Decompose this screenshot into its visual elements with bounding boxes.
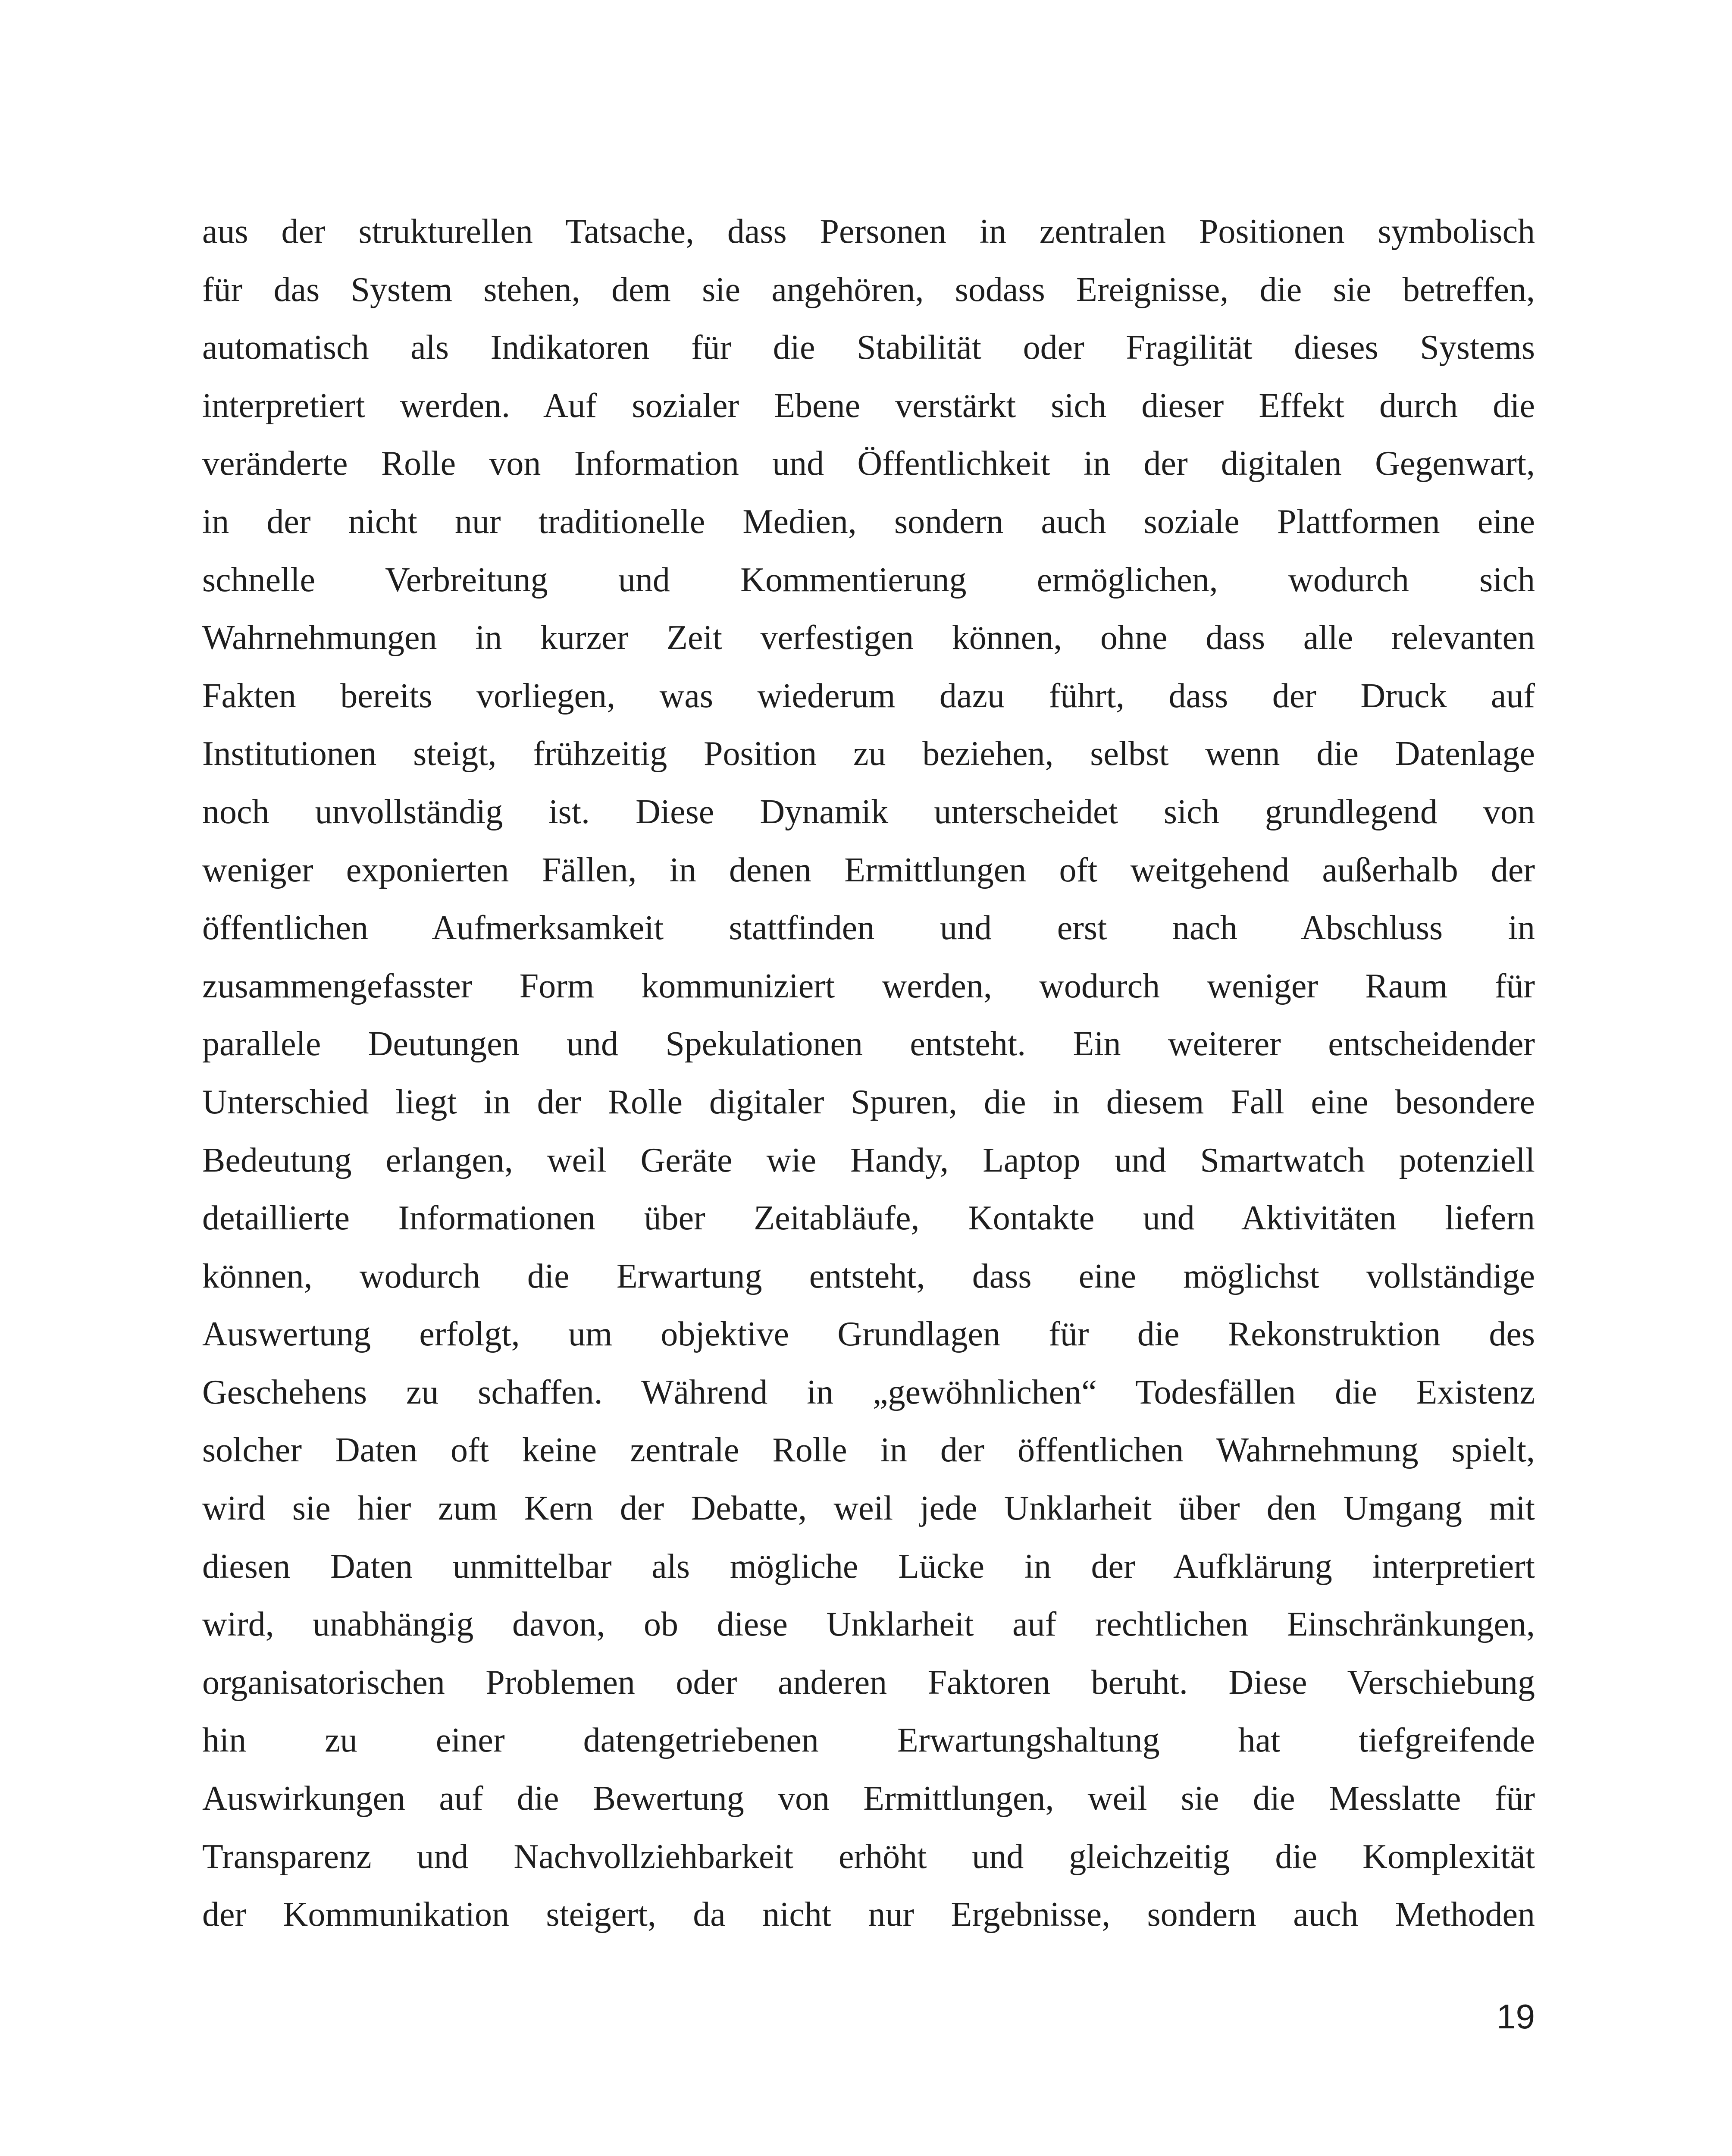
text-line: in der nicht nur traditionelle Medien, sondern auch soziale Plattformen eine bbox=[202, 502, 1535, 541]
text-line: Transparenz und Nachvollziehbarkeit erhöht und gleichzeitig die Komplexität bbox=[202, 1837, 1535, 1876]
text-line: Institutionen steigt, frühzeitig Position zu beziehen, selbst wenn die Datenlage bbox=[202, 735, 1535, 773]
text-line: aus der strukturellen Tatsache, dass Personen in zentralen Positionen symbolisch bbox=[202, 213, 1535, 251]
text-line: veränderte Rolle von Information und Öffentlichkeit in der digitalen Gegenwart, bbox=[202, 445, 1535, 483]
text-line: der Kommunikation steigert, da nicht nur Ergebnisse, sondern auch Methoden bbox=[202, 1896, 1535, 1934]
text-line: interpretiert werden. Auf sozialer Ebene verstärkt sich dieser Effekt durch die bbox=[202, 386, 1535, 425]
text-line: schnelle Verbreitung und Kommentierung ermöglichen, wodurch sich bbox=[202, 561, 1535, 599]
text-line: hin zu einer datengetriebenen Erwartungshaltung hat tiefgreifende bbox=[202, 1721, 1535, 1760]
text-line: zusammengefasster Form kommuniziert werden, wodurch weniger Raum für bbox=[202, 967, 1535, 1005]
text-line: noch unvollständig ist. Diese Dynamik unterscheidet sich grundlegend von bbox=[202, 793, 1535, 831]
text-line: solcher Daten oft keine zentrale Rolle in der öffentlichen Wahrnehmung spielt, bbox=[202, 1431, 1535, 1470]
page-number: 19 bbox=[1497, 1997, 1535, 2036]
text-line: parallele Deutungen und Spekulationen entsteht. Ein weiterer entscheidender bbox=[202, 1025, 1535, 1063]
text-line: wird, unabhängig davon, ob diese Unklarheit auf rechtlichen Einschränkungen, bbox=[202, 1605, 1535, 1644]
text-line: Auswirkungen auf die Bewertung von Ermittlungen, weil sie die Messlatte für bbox=[202, 1780, 1535, 1818]
text-line: für das System stehen, dem sie angehören, sodass Ereignisse, die sie betreffen, bbox=[202, 270, 1535, 309]
text-line: Geschehens zu schaffen. Während in „gewöhnlichen“ Todesfällen die Existenz bbox=[202, 1373, 1535, 1411]
text-line: organisatorischen Problemen oder anderen Faktoren beruht. Diese Verschiebung bbox=[202, 1663, 1535, 1702]
text-line: Auswertung erfolgt, um objektive Grundlagen für die Rekonstruktion des bbox=[202, 1315, 1535, 1354]
text-line: wird sie hier zum Kern der Debatte, weil jede Unklarheit über den Umgang mit bbox=[202, 1489, 1535, 1528]
text-line: Fakten bereits vorliegen, was wiederum dazu führt, dass der Druck auf bbox=[202, 677, 1535, 715]
text-line: öffentlichen Aufmerksamkeit stattfinden und erst nach Abschluss in bbox=[202, 909, 1535, 947]
text-line: Bedeutung erlangen, weil Geräte wie Handy, Laptop und Smartwatch potenziell bbox=[202, 1141, 1535, 1179]
text-line: weniger exponierten Fällen, in denen Ermittlungen oft weitgehend außerhalb der bbox=[202, 851, 1535, 889]
text-line: Wahrnehmungen in kurzer Zeit verfestigen können, ohne dass alle relevanten bbox=[202, 619, 1535, 657]
text-line: können, wodurch die Erwartung entsteht, dass eine möglichst vollständige bbox=[202, 1257, 1535, 1295]
text-line: diesen Daten unmittelbar als mögliche Lücke in der Aufklärung interpretiert bbox=[202, 1547, 1535, 1586]
text-line: Unterschied liegt in der Rolle digitaler Spuren, die in diesem Fall eine besondere bbox=[202, 1083, 1535, 1121]
body-paragraph bbox=[202, 203, 1535, 1944]
text-line: detaillierte Informationen über Zeitabläufe, Kontakte und Aktivitäten liefern bbox=[202, 1199, 1535, 1238]
text-line: automatisch als Indikatoren für die Stabilität oder Fragilität dieses Systems bbox=[202, 329, 1535, 367]
